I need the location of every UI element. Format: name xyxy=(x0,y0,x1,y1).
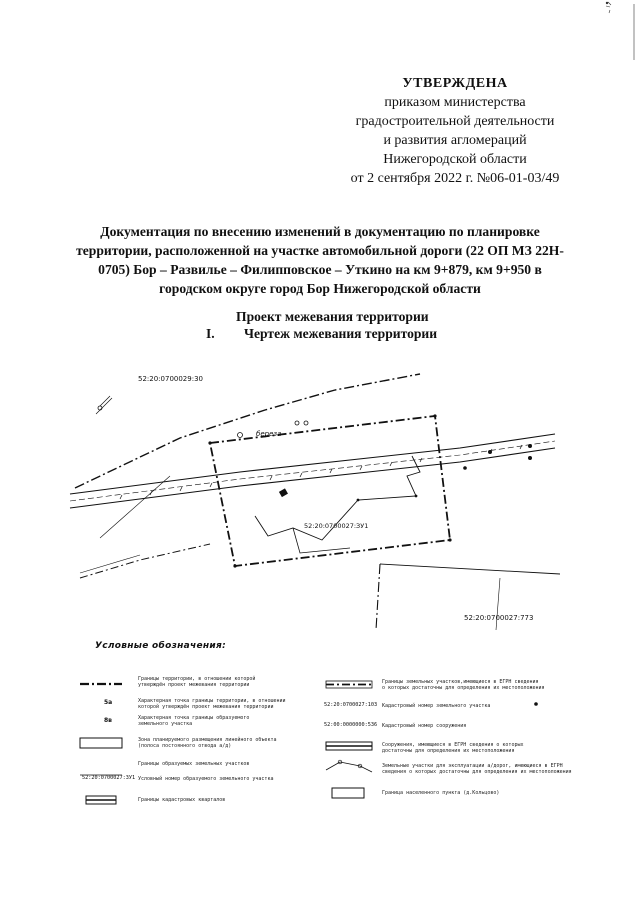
road-edge-lower xyxy=(70,448,555,508)
legend-text: утверждён проект межевания территории xyxy=(138,682,250,688)
legend-symbol-conditional-number: 52:20:0700027:ЗУ1 xyxy=(82,775,136,781)
legend-text: земельного участка xyxy=(138,721,193,727)
legend-text: которой утверждён проект межевания территории xyxy=(138,704,274,710)
legend-symbol-8v: 8в xyxy=(104,717,112,724)
legend-item-conditional-number xyxy=(138,776,273,782)
tree-label: береза xyxy=(256,430,282,438)
legend-item-registered-parcels xyxy=(382,679,545,691)
parcel-773-side xyxy=(376,564,380,630)
legend-text: Кадастровый номер земельного участка xyxy=(382,703,491,709)
legend-text: Условный номер образуемого земельного участка xyxy=(138,776,274,782)
approval-line: Нижегородской области xyxy=(383,152,527,167)
legend-item-settlement-boundary xyxy=(382,790,499,796)
section-number: I. xyxy=(206,326,215,341)
legend-text: Характерная точка границы территории, в отношении xyxy=(138,698,286,704)
document-title-line: городском округе город Бор Нижегородской области xyxy=(159,281,481,296)
approval-line: и развития агломераций xyxy=(383,133,527,148)
legend-item-structure-number xyxy=(382,723,466,729)
legend-title: Условные обозначения: xyxy=(95,641,226,651)
legend-item-territory-boundary xyxy=(138,676,255,688)
road-centerline xyxy=(70,441,555,501)
approval-block xyxy=(330,74,580,188)
document-title-line: территории, расположенной на участке автомобильной дороги (22 ОП МЗ 22Н- xyxy=(76,243,564,258)
document-title-line: 0705) Бор – Развилье – Филипповское – Уткино на км 9+879, км 9+950 в xyxy=(98,262,542,277)
legend-text: достаточны для определения их местоположения xyxy=(382,748,515,754)
legend-item-registered-structures xyxy=(382,742,523,754)
approval-line: от 2 сентября 2022 г. №06-01-03/49 xyxy=(350,171,560,186)
parcel-label-top-left: 52:20:0700029:30 xyxy=(138,375,203,383)
legend-text: Границы земельных участков,имеющиеся в ЕГРН сведения xyxy=(382,679,539,685)
side-road xyxy=(80,544,210,578)
legend-item-parcel-number xyxy=(382,703,490,709)
scan-corner-mark xyxy=(594,0,640,60)
legend-item-cadastral-quarters xyxy=(138,797,225,803)
approval-line: градостроительной деятельности xyxy=(355,114,555,129)
approval-title: УТВЕРЖДЕНА xyxy=(402,76,508,91)
approval-line: приказом министерства xyxy=(384,95,526,110)
parcel-label-right: 52:20:0700027:773 xyxy=(464,614,534,622)
section-project-title: Проект межевания территории xyxy=(236,309,429,324)
legend-text: Граница населенного пункта (д.Кольцово) xyxy=(382,790,500,796)
legend-text: Границы образуемых земельных участков xyxy=(138,761,250,767)
parcel-773-boundary xyxy=(380,564,560,574)
road-edge-upper xyxy=(70,434,555,494)
legend-text: Зона планируемого размещения линейного объекта xyxy=(138,737,277,743)
legend-text: Сооружения, имеющиеся в ЕГРН сведения о которых xyxy=(382,742,524,748)
legend-symbol-structure-number: 52:00:0000000:536 xyxy=(324,722,378,728)
parcel-label-center: 52:20:0700027:ЗУ1 xyxy=(304,522,369,530)
legend-text: Границы территории, в отношении которой xyxy=(138,676,256,682)
legend-item-parcel-point xyxy=(138,715,249,727)
legend-symbol-parcel-number: 52:20:0700027:103 xyxy=(324,702,378,708)
legend-item-territory-point xyxy=(138,698,286,710)
section-drawing-heading xyxy=(206,326,437,342)
legend-symbol-5a: 5а xyxy=(104,699,113,706)
legend-item-road-parcels xyxy=(382,763,572,775)
document-title xyxy=(60,222,580,298)
legend-text: Земельные участки для эксплуатации а/дорог, имеющиеся в ЕГРН xyxy=(382,763,563,769)
legend-text: (полоса постоянного отвода а/д) xyxy=(138,743,232,749)
legend-text: Границы кадастровых кварталов xyxy=(138,797,226,803)
document-title-line: Документация по внесению изменений в документацию по планировке xyxy=(100,224,540,239)
section-drawing-title: Чертеж межевания территории xyxy=(244,326,438,341)
boundary-drawing xyxy=(60,368,560,630)
legend-text: о которых достаточны для определения их местоположения xyxy=(382,685,545,691)
legend-text: Характерная точка границы образуемого xyxy=(138,715,250,721)
legend-text: Кадастровый номер сооружения xyxy=(382,723,467,729)
legend-item-formed-parcels xyxy=(138,761,249,767)
legend-text: сведения о которых достаточны для определения их местоположения xyxy=(382,769,572,775)
legend-item-linear-object-zone xyxy=(138,737,276,749)
